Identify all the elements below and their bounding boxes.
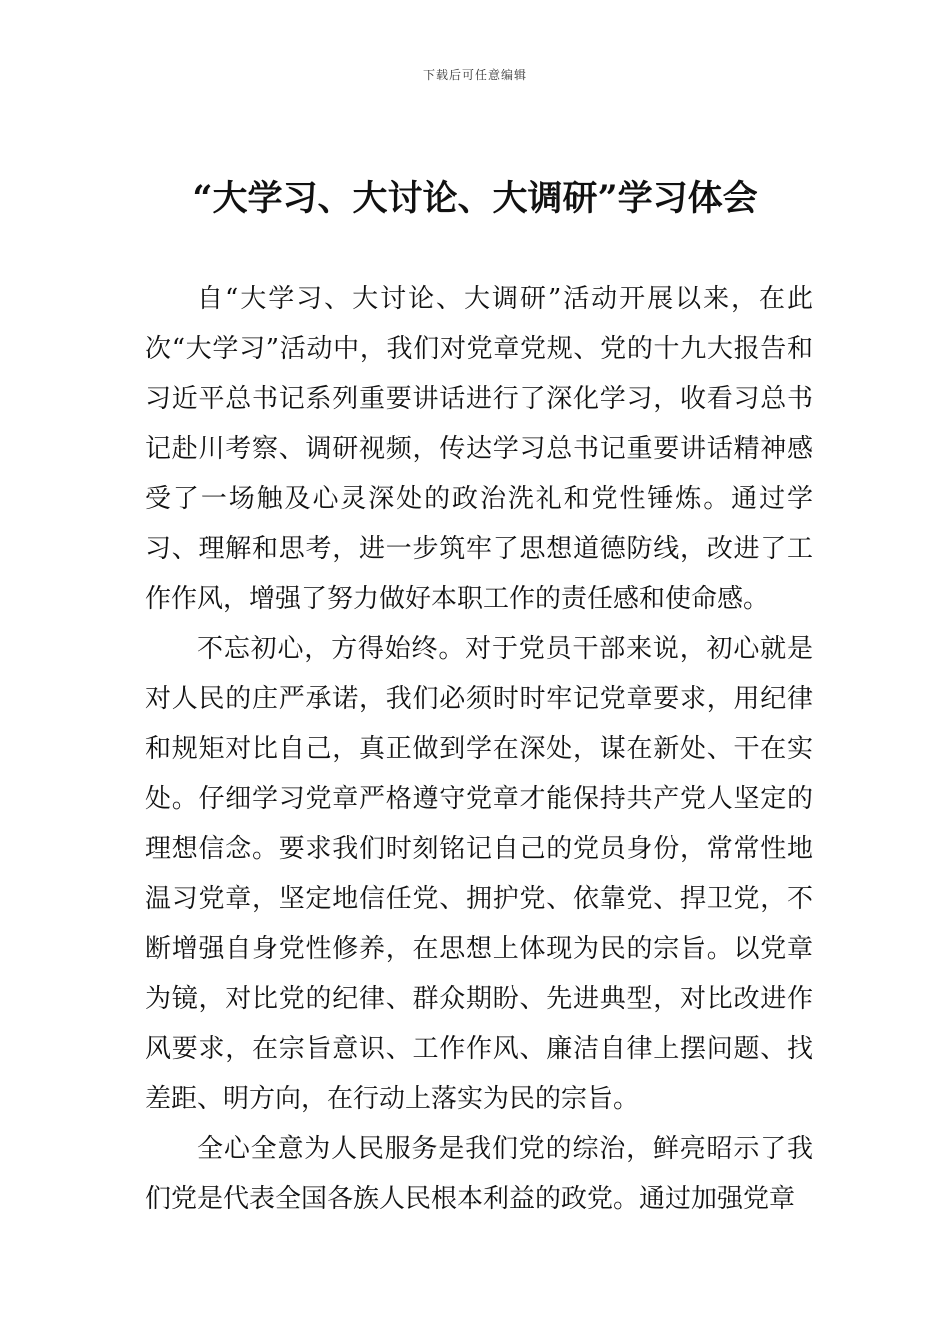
paragraph-3: 全心全意为人民服务是我们党的综治，鲜亮昭示了我们党是代表全国各族人民根本利益的政党。通过加强党章	[145, 1134, 813, 1214]
header-note: 下载后可任意编辑	[422, 68, 527, 82]
document-body	[145, 274, 813, 1224]
paragraph-2: 不忘初心，方得始终。对于党员干部来说，初心就是对人民的庄严承诺，我们必须时时牢记党章要求，用纪律和规矩对比自己，真正做到学在深处，谋在新处、干在实处。仔细学习党章严格遵守党章才能保持共产党人坚定的理想信念。要求我们时刻铭记自己的党员身份，常常性地温习党章，坚定地信任党、拥护党、依靠党、捍卫党，不断增强自身党性修养，在思想上体现为民的宗旨。以党章为镜，对比党的纪律、群众期盼、先进典型，对比改进作风要求，在宗旨意识、工作作风、廉洁自律上摆问题、找差距、明方向，在行动上落实为民的宗旨。	[145, 634, 813, 1114]
paragraph-1: 自“大学习、大讨论、大调研”活动开展以来，在此次“大学习”活动中，我们对党章党规、党的十九大报告和习近平总书记系列重要讲话进行了深化学习，收看习总书记赴川考察、调研视频，传达学习总书记重要讲话精神感受了一场触及心灵深处的政治洗礼和党性锤炼。通过学习、理解和思考，进一步筑牢了思想道德防线，改进了工作作风，增强了努力做好本职工作的责任感和使命感。	[145, 284, 813, 614]
document-title: “大学习、大讨论、大调研”学习体会	[192, 178, 758, 219]
